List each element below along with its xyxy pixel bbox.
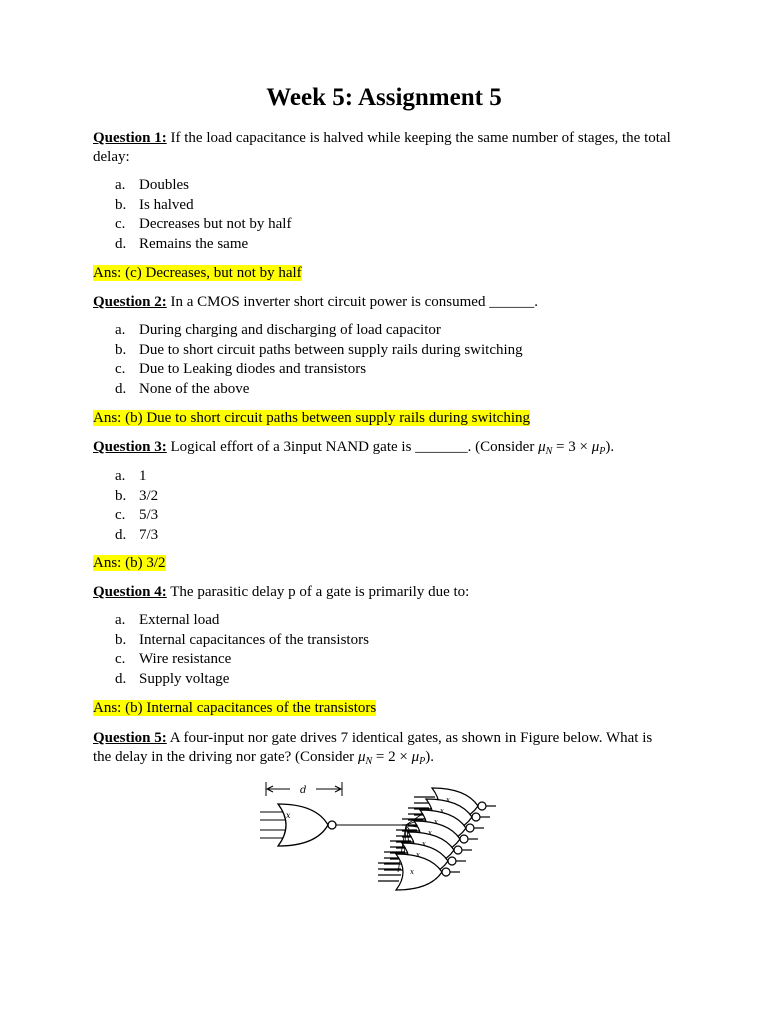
question-text: The parasitic delay p of a gate is primarily due to: <box>166 584 470 600</box>
question-3-options <box>115 467 158 545</box>
gate-label: x <box>446 796 450 804</box>
option-item: d. 7/3 <box>115 526 159 543</box>
option-item: a. 1 <box>115 468 147 484</box>
option-item: b. Internal capacitances of the transistors <box>115 631 369 648</box>
option-item: c. Due to Leaking diodes and transistors <box>115 361 367 377</box>
gate-label: x <box>416 851 420 859</box>
question-label: Question 1: <box>93 130 167 146</box>
gate-label: x <box>410 868 414 876</box>
option-item: d. Supply voltage <box>115 670 230 687</box>
option-item: d. None of the above <box>115 380 250 397</box>
load-nor-gates <box>378 788 496 890</box>
answer-4: Ans: (b) Internal capacitances of the transistors <box>93 700 377 716</box>
question-2-options <box>115 321 523 399</box>
option-item: d. Remains the same <box>115 235 249 252</box>
question-label: Question 4: <box>93 584 167 600</box>
option-item: c. Decreases but not by half <box>115 216 292 232</box>
question-2 <box>93 293 683 312</box>
gate-label: x <box>286 811 291 820</box>
answer-3: Ans: (b) 3/2 <box>93 555 166 571</box>
option-item: a. External load <box>115 612 220 628</box>
question-text: In a CMOS inverter short circuit power is consumed ______. <box>166 294 538 310</box>
page-title: Week 5: Assignment 5 <box>266 84 502 111</box>
gate-label: x <box>428 829 432 837</box>
question-label: Question 2: <box>93 294 167 310</box>
question-4 <box>93 583 683 602</box>
gate-label: x <box>434 818 438 826</box>
option-item: c. 5/3 <box>115 507 159 523</box>
question-text: If the load capacitance is halved while keeping the same number of stages, the total delay: <box>93 130 671 165</box>
question-label: Question 5: <box>93 730 167 746</box>
option-item: b. 3/2 <box>115 487 159 504</box>
question-label: Question 3: <box>93 439 167 455</box>
nor-gate-fanout-figure <box>256 776 506 916</box>
question-1 <box>93 129 683 167</box>
answer-1: Ans: (c) Decreases, but not by half <box>93 265 302 281</box>
gate-label: x <box>422 840 426 848</box>
option-item: a. During charging and discharging of load capacitor <box>115 322 441 338</box>
option-item: b. Due to short circuit paths between supply rails during switching <box>115 341 523 358</box>
option-item: a. Doubles <box>115 177 189 193</box>
dimension-label: d <box>300 785 307 796</box>
answer-2: Ans: (b) Due to short circuit paths between supply rails during switching <box>93 410 531 426</box>
question-1-options <box>115 176 291 254</box>
question-3: Question 3: Logical effort of a 3input NAND gate is _______. (Consider $\mu_N = 3 \times \mu_P$). <box>93 439 615 457</box>
question-5: Question 5: A four-input nor gate drives 7 identical gates, as shown in Figure below. What is the delay in the driving nor gate? (Consider $\mu_N = 2 \times \mu_P$). <box>93 730 653 767</box>
option-item: c. Wire resistance <box>115 651 232 667</box>
question-4-options <box>115 611 369 689</box>
gate-label: x <box>440 807 444 815</box>
nor-gate-fanout-diagram-icon <box>256 776 506 916</box>
option-item: b. Is halved <box>115 196 194 213</box>
